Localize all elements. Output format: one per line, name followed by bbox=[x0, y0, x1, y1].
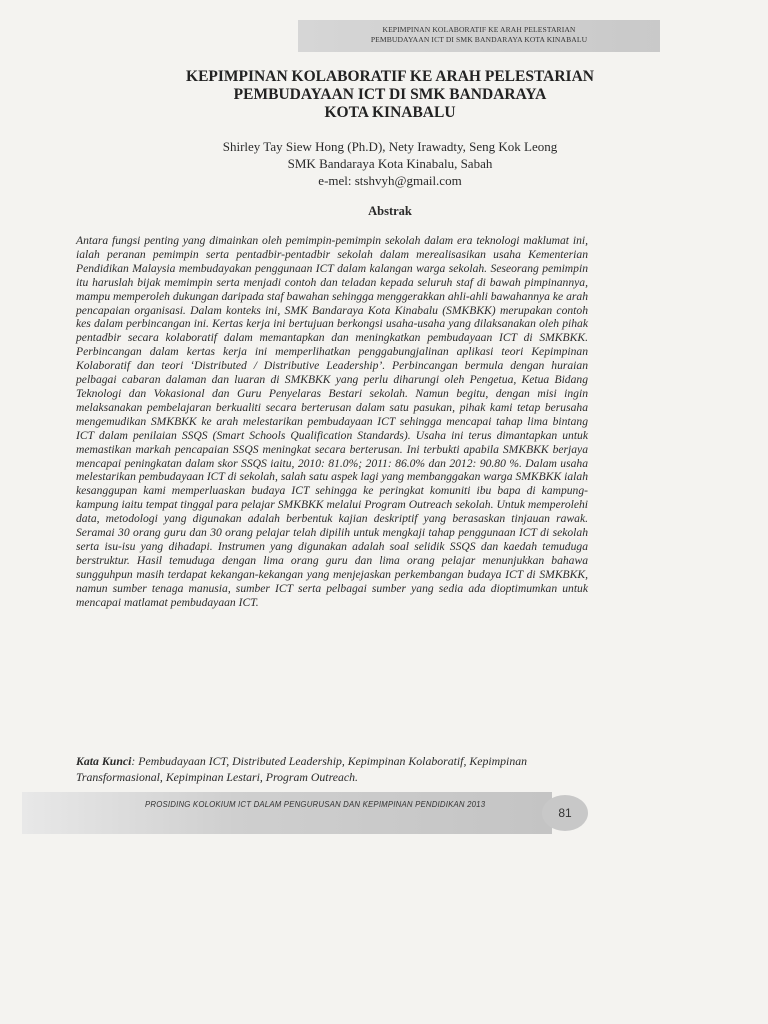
paper-title bbox=[60, 68, 720, 122]
title-line3: KOTA KINABALU bbox=[324, 104, 456, 121]
author-email: e-mel: stshvyh@gmail.com bbox=[318, 173, 462, 188]
title-line1: KEPIMPINAN KOLABORATIF KE ARAH PELESTARIAN bbox=[186, 68, 594, 85]
abstract-body: Antara fungsi penting yang dimainkan oleh pemimpin-pemimpin sekolah dalam era teknologi maklumat ini, ialah peranan pemimpin serta pentadbir-pentadbir sekolah dalam merealisasikan usaha Kementerian Pendidikan Malaysia membudayakan penggunaan ICT dalam kalangan warga sekolah. Seseorang pemimpin itu haruslah bijak memimpin serta menjadi contoh dan teladan kepada seluruh staf di bawah pimpinannya, mampu memperoleh dukungan daripada staf bawahan sehingga menggerakkan ahli-ahli bawahannya ke arah pencapaian organisasi. Dalam konteks ini, SMK Bandaraya Kota Kinabalu (SMKBKK) merupakan contoh kes dalam perbincangan ini. Kertas kerja ini bertujuan berkongsi usaha-usaha yang dilaksanakan oleh pihak pentadbir secara kolaboratif dalam memantapkan dan meningkatkan pembudayaan ICT di SMKBKK. Perbincangan dalam kertas kerja ini memperlihatkan penggabungjalinan aplikasi teori Kepimpinan Kolaboratif dan teori ‘Distributed / Distributive Leadership’. Perbincangan bermula dengan huraian pelbagai cabaran dalaman dan luaran di SMKBKK yang perlu diharungi oleh Pengetua, Ketua Bidang Teknologi dan Vokasional dan Guru Penyelaras Bestari sekolah. Namun begitu, dengan misi ingin melaksanakan pembelajaran berkualiti secara berterusan dalam satu pasukan, pihak kami tetap berusaha mengemudikan SMKBKK ke arah melestarikan pembudayaan ICT sehingga mencapai tahap lima bintang ICT dalam penilaian SSQS (Smart Schools Qualification Standards). Usaha ini terus dimantapkan untuk memastikan markah pencapaian SSQS meningkat secara berterusan. Ini terbukti apabila SMKBKK berjaya mencapai peningkatan dalam skor SSQS iaitu, 2010: 81.0%; 2011: 86.0% dan 2012: 90.80 %. Dalam usaha melestarikan pembudayaan ICT di sekolah, salah satu aspek lagi yang membanggakan warga SMKBKK ialah kesanggupan kami memperluaskan budaya ICT sehingga ke peringkat komuniti ibu bapa di kampung-kampung iaitu tempat tinggal para pelajar SMKBKK melalui Program Outreach sekolah. Untuk memperolehi data, metodologi yang digunakan adalah berbentuk kajian deskriptif yang berasaskan tinjauan rawak. Seramai 30 orang guru dan 30 orang pelajar telah dipilih untuk mengkaji tahap penggunaan ICT di sekolah serta isu-isu yang dihadapi. Instrumen yang digunakan adalah soal selidik SSQS dan kaedah temuduga berstruktur. Hasil temuduga dengan lima orang guru dan lima orang pelajar menunjukkan bahawa sungguhpun masih terdapat kekangan-kekangan yang menjejaskan perkembangan budaya ICT di SMKBKK, namun sumber tenaga manusia, sumber ICT serta pelbagai sumber yang sedia ada dioptimumkan untuk mencapai matlamat pembudayaan ICT. bbox=[76, 234, 588, 609]
author-block bbox=[60, 138, 720, 189]
abstract-heading: Abstrak bbox=[368, 204, 412, 218]
keywords-label: Kata Kunci bbox=[76, 754, 132, 768]
running-header-line1: KEPIMPINAN KOLABORATIF KE ARAH PELESTARIAN bbox=[382, 25, 576, 34]
title-line2: PEMBUDAYAAN ICT DI SMK BANDARAYA bbox=[233, 86, 547, 103]
running-header-line2: PEMBUDAYAAN ICT DI SMK BANDARAYA KOTA KINABALU bbox=[370, 34, 588, 44]
footer-band bbox=[22, 792, 552, 834]
keywords-text: : Pembudayaan ICT, Distributed Leadership, Kepimpinan Kolaboratif, Kepimpinan Transformasional, Kepimpinan Lestari, Program Outreach. bbox=[76, 754, 528, 784]
keywords bbox=[76, 753, 588, 785]
page-number: 81 bbox=[542, 795, 588, 831]
running-header bbox=[298, 20, 660, 52]
author-affiliation: SMK Bandaraya Kota Kinabalu, Sabah bbox=[287, 156, 493, 171]
footer-proceedings-title: PROSIDING KOLOKIUM ICT DALAM PENGURUSAN DAN KEPIMPINAN PENDIDIKAN 2013 bbox=[145, 800, 486, 809]
author-names: Shirley Tay Siew Hong (Ph.D), Nety Irawadty, Seng Kok Leong bbox=[222, 139, 558, 154]
